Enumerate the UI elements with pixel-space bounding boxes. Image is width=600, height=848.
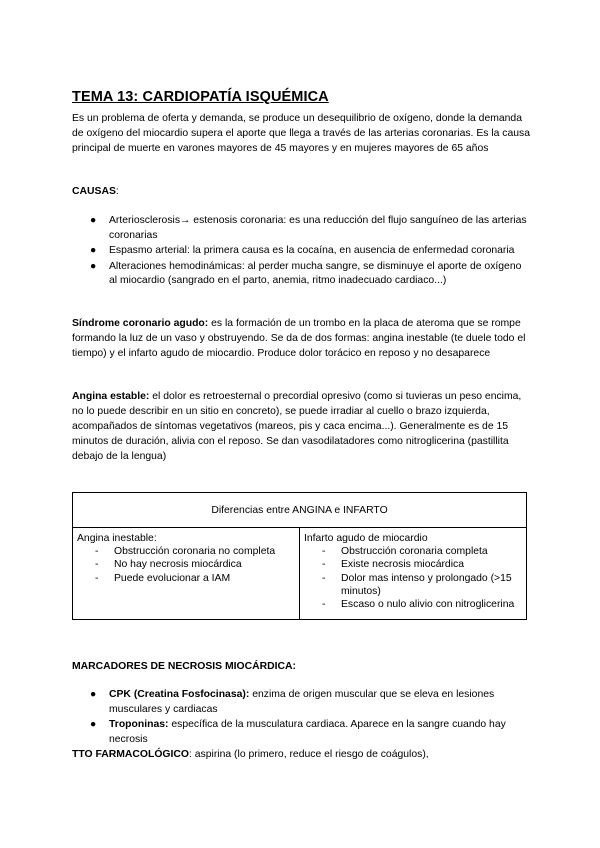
list-item	[90, 260, 530, 289]
angina-text: el dolor es retroesternal o precordial opresivo (como si tuvieras un peso encima, no lo puede describir en un sitio en concreto), se puede irradiar al cuello o brazo izquierda, acompañados de síntomas vegetativos (mareos, pis y caca encima...). Generalmente es de 15 minutos de duración, alivia con el reposo. Se dan vasodilatadores como nitroglicerina (pastillita debajo de la lengua)	[72, 391, 522, 462]
table-cell-angina	[73, 528, 300, 620]
bullet-icon: ●	[90, 260, 97, 272]
angina-list	[77, 545, 295, 585]
list-item	[77, 545, 295, 558]
item-text: Obstrucción coronaria completa	[341, 546, 488, 558]
marcador-text: específica de la musculatura cardiaca. Aparece en la sangre cuando hay necrosis	[109, 719, 506, 745]
angina-column-title: Angina inestable:	[77, 533, 157, 544]
list-item	[304, 598, 522, 611]
angina-term: Angina estable:	[72, 391, 150, 402]
list-item	[304, 558, 522, 571]
dash-icon: -	[95, 546, 99, 558]
marcador-term: Troponinas:	[109, 719, 169, 730]
causas-heading	[72, 184, 532, 199]
dash-icon: -	[322, 546, 326, 558]
sindrome-paragraph	[72, 316, 532, 361]
table-cell-infarto	[300, 528, 527, 620]
bullet-icon: ●	[90, 245, 97, 256]
causa-text: Espasmo arterial: la primera causa es la cocaína, en ausencia de enfermedad coronaria	[109, 245, 515, 256]
sindrome-text: es la formación de un trombo en la placa de ateroma que se rompe formando la luz de un vaso y obstruyendo. Se da de dos formas: angina inestable (te duele todo el tiempo) y el infarto agudo de miocardio. Produce dolor torácico en reposo y no desaparece	[72, 318, 526, 359]
sindrome-term: Síndrome coronario agudo:	[72, 318, 209, 329]
table-header	[73, 493, 527, 528]
marcadores-heading: MARCADORES DE NECROSIS MIOCÁRDICA:	[72, 661, 296, 672]
causas-list	[90, 214, 530, 290]
list-item	[77, 558, 295, 571]
list-item	[77, 572, 295, 585]
causa-text: Arteriosclerosis→ estenosis coronaria: es una reducción del flujo sanguíneo de las arterias coronarias	[109, 215, 527, 241]
tto-term: TTO FARMACOLÓGICO	[72, 749, 189, 760]
item-text: Escaso o nulo alivio con nitroglicerina	[341, 599, 515, 611]
list-item	[304, 545, 522, 558]
item-text: Existe necrosis miocárdica	[341, 559, 464, 571]
comparison-table	[72, 492, 527, 620]
item-text: Dolor mas intenso y prolongado (>15 minutos)	[341, 572, 512, 597]
causa-text: Alteraciones hemodinámicas: al perder mucha sangre, se disminuye el aporte de oxígeno al miocardio (sangrado en el parto, anemia, ritmo inadecuado cardiaco...)	[109, 260, 522, 286]
list-item	[90, 688, 530, 717]
causas-heading-colon: :	[115, 186, 119, 197]
item-text: Puede evolucionar a IAM	[114, 572, 231, 584]
page-title: TEMA 13: CARDIOPATÍA ISQUÉMICA	[72, 89, 329, 105]
infarto-column-title: Infarto agudo de miocardio	[304, 533, 428, 544]
table-header-text: Diferencias entre ANGINA e INFARTO	[211, 504, 388, 516]
tto-text: : aspirina (lo primero, reduce el riesgo de coágulos),	[189, 749, 429, 760]
dash-icon: -	[95, 559, 99, 571]
list-item	[90, 244, 530, 259]
bullet-icon: ●	[90, 689, 97, 700]
dash-icon: -	[322, 559, 326, 571]
item-text: Obstrucción coronaria no completa	[114, 546, 276, 558]
infarto-list	[304, 545, 522, 611]
marcadores-list	[90, 688, 530, 748]
dash-icon: -	[322, 572, 326, 584]
tto-paragraph	[72, 747, 532, 762]
bullet-icon: ●	[90, 719, 97, 730]
causas-heading-text: CAUSAS	[72, 186, 116, 197]
dash-icon: -	[322, 599, 326, 611]
angina-paragraph	[72, 389, 532, 464]
item-text: No hay necrosis miocárdica	[114, 559, 242, 571]
marcador-term: CPK (Creatina Fosfocinasa):	[109, 689, 250, 700]
intro-paragraph: Es un problema de oferta y demanda, se produce un desequilibrio de oxígeno, donde la demanda de oxígeno del miocardio supera el aporte que llega a través de las arterias coronarias. Es la causa principal de muerte en varones mayores de 45 mayores y en mujeres mayores de 65 años	[72, 113, 531, 154]
dash-icon: -	[95, 572, 99, 584]
list-item	[304, 572, 522, 598]
list-item	[90, 214, 530, 243]
bullet-icon: ●	[90, 215, 97, 226]
marcador-text: enzima de origen muscular que se eleva en lesiones musculares y cardiacas	[109, 689, 495, 715]
list-item	[90, 718, 530, 747]
